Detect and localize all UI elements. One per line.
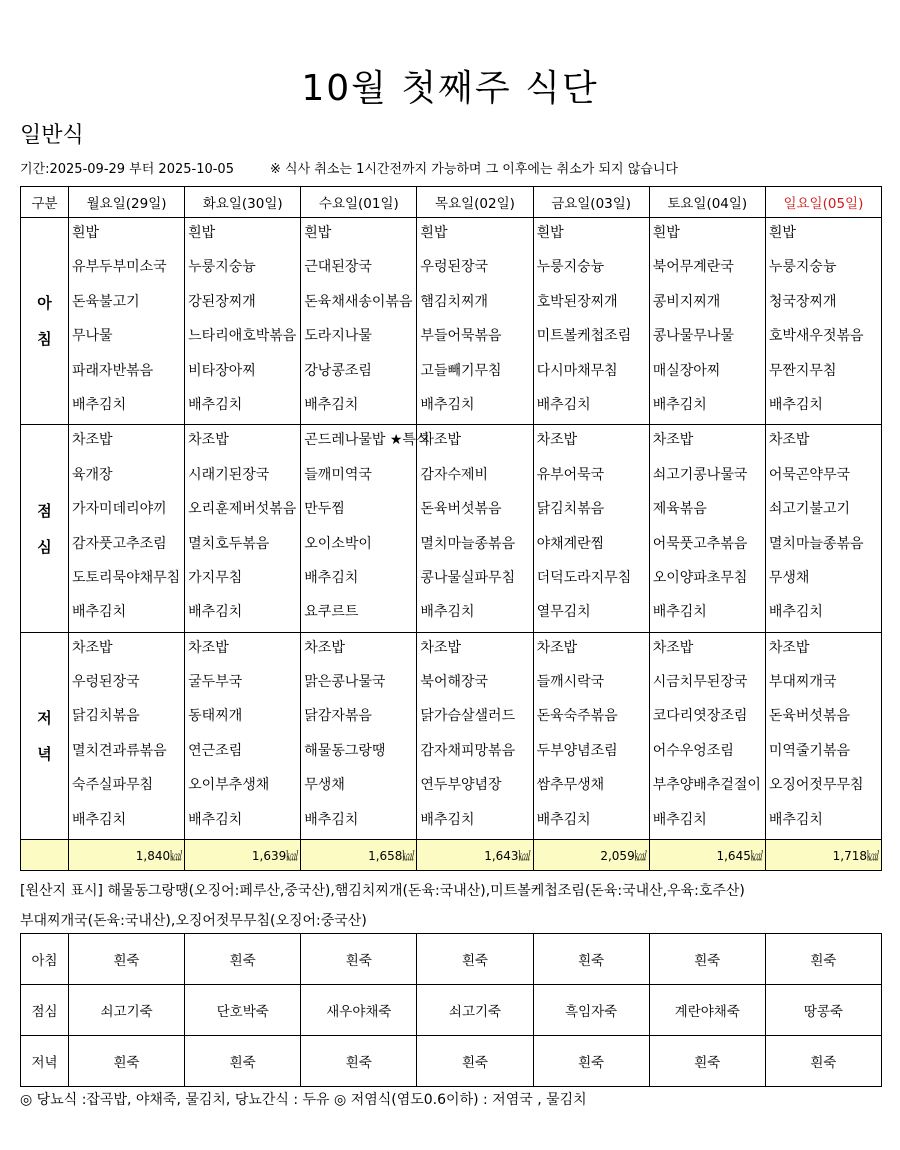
- menu-item: 햄김치찌개: [420, 293, 489, 310]
- menu-item: 요쿠르트: [304, 604, 359, 621]
- menu-item: 어수우엉조림: [652, 742, 734, 759]
- porridge-item: 흰죽: [765, 1036, 881, 1087]
- porridge-item: 흰죽: [533, 1036, 649, 1087]
- menu-item: 닭김치볶음: [72, 708, 140, 725]
- porridge-item: 흰죽: [649, 934, 765, 985]
- category-header: 구분: [21, 187, 69, 218]
- porridge-item: 흰죽: [69, 934, 185, 985]
- menu-item: 차조밥: [536, 639, 578, 656]
- menu-cell: [765, 632, 881, 839]
- menu-item: 열무김치: [536, 604, 591, 621]
- meal-row: [21, 632, 882, 839]
- menu-item: 유부어묵국: [536, 466, 605, 483]
- menu-item: 차조밥: [768, 432, 810, 449]
- calorie-value: 1,645㎉: [649, 840, 765, 871]
- menu-cell: [765, 425, 881, 632]
- menu-cell: [649, 632, 765, 839]
- menu-item: 흰밥: [72, 225, 100, 241]
- menu-item: 어묵곤약무국: [768, 466, 850, 483]
- day-header: 화요일(30일): [185, 187, 301, 218]
- menu-item: 배추김치: [420, 604, 475, 621]
- menu-item: 배추김치: [652, 604, 707, 621]
- meal-label-char: 점: [37, 501, 52, 520]
- menu-item: 감자풋고추조림: [72, 535, 167, 552]
- menu-item: 호박된장찌개: [536, 293, 618, 310]
- menu-item: 차조밥: [72, 639, 113, 656]
- menu-item: 호박새우젓볶음: [768, 328, 864, 345]
- menu-item: 차조밥: [420, 432, 461, 449]
- meal-label-char: 저: [37, 708, 52, 727]
- porridge-item: 흰죽: [301, 1036, 417, 1087]
- menu-item: 쌈추무생채: [536, 777, 605, 794]
- porridge-item: 단호박죽: [185, 985, 301, 1036]
- menu-item: 감자채피망볶음: [420, 742, 516, 759]
- menu-item: 연두부양념장: [420, 777, 502, 794]
- menu-item: 가지무침: [188, 569, 243, 586]
- porridge-meal-label: 점심: [21, 985, 69, 1036]
- menu-item: 오이양파초무침: [652, 569, 748, 586]
- porridge-row: [21, 1036, 882, 1087]
- menu-item: 미역줄기볶음: [768, 742, 850, 759]
- menu-cell: [533, 218, 649, 425]
- diet-type-label: 일반식: [20, 123, 84, 148]
- porridge-table: [20, 933, 882, 1087]
- day-header: 월요일(29일): [69, 187, 185, 218]
- menu-cell: [533, 632, 649, 839]
- menu-item: 누룽지숭늉: [536, 259, 605, 276]
- menu-item: 동태찌개: [188, 708, 243, 725]
- porridge-item: 땅콩죽: [765, 985, 881, 1036]
- porridge-item: 계란야채죽: [649, 985, 765, 1036]
- menu-item: 어묵풋고추볶음: [652, 535, 748, 552]
- menu-item: 콩나물실파무침: [420, 569, 516, 586]
- menu-item: 누룽지숭늉: [188, 259, 256, 276]
- meal-label: [21, 632, 69, 839]
- menu-item: 닭가슴살샐러드: [420, 708, 516, 725]
- cancel-notice: ※ 식사 취소는 1시간전까지 가능하며 그 이후에는 취소가 되지 않습니다: [269, 162, 678, 177]
- menu-item: 오이소박이: [304, 535, 372, 552]
- menu-item: 배추김치: [304, 396, 359, 413]
- menu-item: 무나물: [72, 328, 113, 345]
- menu-item: 흰밥: [536, 225, 564, 241]
- menu-cell: [649, 425, 765, 632]
- menu-item: 해물동그랑땡: [304, 742, 386, 759]
- menu-item: 차조밥: [304, 639, 345, 656]
- meal-row: [21, 425, 882, 632]
- menu-item: 콩비지찌개: [652, 293, 721, 310]
- menu-item: 도토리묵야채무침: [72, 569, 181, 586]
- menu-item: 돈육버섯볶음: [420, 501, 502, 518]
- menu-cell: [417, 425, 533, 632]
- menu-item: 무짠지무침: [768, 362, 837, 379]
- menu-item: 무생채: [304, 777, 345, 794]
- menu-item: 차조밥: [420, 639, 461, 656]
- menu-item: 굴두부국: [188, 674, 243, 691]
- period-line: [20, 158, 880, 177]
- calorie-value: 1,643㎉: [417, 840, 533, 871]
- menu-item: 돈육채새송이볶음: [304, 293, 413, 310]
- menu-item: 차조밥: [72, 432, 113, 449]
- menu-item: 차조밥: [652, 432, 694, 449]
- menu-item: 강된장찌개: [188, 293, 256, 310]
- menu-item: 배추김치: [72, 396, 127, 413]
- porridge-item: 흰죽: [69, 1036, 185, 1087]
- menu-item: 숙주실파무침: [72, 777, 154, 794]
- menu-cell: [301, 632, 417, 839]
- menu-item: 차조밥: [188, 432, 229, 449]
- porridge-item: 흰죽: [649, 1036, 765, 1087]
- menu-item: 비타장아찌: [188, 362, 256, 379]
- porridge-item: 흰죽: [301, 934, 417, 985]
- menu-item: 쇠고기불고기: [768, 501, 850, 518]
- menu-item: 파래자반볶음: [72, 362, 154, 379]
- menu-item: 들깨미역국: [304, 466, 372, 483]
- menu-item: 차조밥: [768, 639, 810, 656]
- menu-item: 배추김치: [420, 396, 475, 413]
- menu-item: 흰밥: [304, 225, 332, 241]
- calorie-value: 1,658㎉: [301, 840, 417, 871]
- menu-item: 쇠고기콩나물국: [652, 466, 748, 483]
- menu-item: 배추김치: [188, 396, 243, 413]
- day-header: 토요일(04일): [649, 187, 765, 218]
- porridge-item: 쇠고기죽: [69, 985, 185, 1036]
- menu-item: 부대찌개국: [768, 674, 837, 691]
- porridge-meal-label: 아침: [21, 934, 69, 985]
- menu-item: 배추김치: [420, 811, 475, 828]
- menu-item: 누룽지숭늉: [768, 259, 837, 276]
- menu-item: 야채계란찜: [536, 535, 605, 552]
- menu-item: 육개장: [72, 466, 113, 483]
- porridge-item: 쇠고기죽: [417, 985, 533, 1036]
- menu-item: 배추김치: [72, 604, 127, 621]
- menu-item: 맑은콩나물국: [304, 674, 386, 691]
- calorie-row: [21, 840, 882, 871]
- menu-item: 코다리엿장조림: [652, 708, 748, 725]
- menu-header-row: [21, 187, 882, 218]
- calorie-value: 2,059㎉: [533, 840, 649, 871]
- menu-item: 강낭콩조림: [304, 362, 372, 379]
- menu-item: 제육볶음: [652, 501, 707, 518]
- menu-cell: [649, 218, 765, 425]
- menu-item: 멸치견과류볶음: [72, 742, 167, 759]
- porridge-item: 흰죽: [533, 934, 649, 985]
- menu-cell: [417, 632, 533, 839]
- menu-item: 만두찜: [304, 501, 345, 518]
- meal-row: [21, 218, 882, 425]
- meal-label: [21, 218, 69, 425]
- origin-line: [원산지 표시] 해물동그랑땡(오징어:페루산,중국산),햄김치찌개(돈육:국내산),미트볼케첩조림(돈육:국내산,우육:호주산): [20, 883, 745, 899]
- menu-item: 배추김치: [652, 811, 707, 828]
- menu-item: 고들빼기무침: [420, 362, 502, 379]
- menu-cell: [185, 425, 301, 632]
- menu-item: 배추김치: [768, 396, 823, 413]
- porridge-item: 흑임자죽: [533, 985, 649, 1036]
- menu-item: 근대된장국: [304, 259, 372, 276]
- day-header: 수요일(01일): [301, 187, 417, 218]
- origin-line: 부대찌개국(돈육:국내산),오징어젓무무침(오징어:중국산): [20, 913, 367, 929]
- menu-item: 닭김치볶음: [536, 501, 605, 518]
- menu-item: 다시마채무침: [536, 362, 618, 379]
- menu-item: 차조밥: [652, 639, 694, 656]
- menu-item: 부추양배추겉절이: [652, 777, 761, 794]
- menu-item: 감자수제비: [420, 466, 489, 483]
- menu-item: 배추김치: [768, 811, 823, 828]
- meal-label-char: 심: [37, 537, 52, 556]
- menu-item: 시래기된장국: [188, 466, 270, 483]
- menu-item: 오징어젓무무침: [768, 777, 864, 794]
- menu-item: 흰밥: [420, 225, 448, 241]
- menu-item: 돈육불고기: [72, 293, 140, 310]
- menu-item: 곤드레나물밥 ★특식: [304, 432, 430, 449]
- period-text: 기간:2025-09-29 부터 2025-10-05: [20, 162, 234, 177]
- menu-cell: [765, 218, 881, 425]
- menu-item: 돈육숙주볶음: [536, 708, 618, 725]
- porridge-meal-label: 저녁: [21, 1036, 69, 1087]
- menu-item: 매실장아찌: [652, 362, 721, 379]
- origin-notice: [20, 876, 745, 936]
- menu-item: 느타리애호박볶음: [188, 328, 297, 345]
- menu-cell: [185, 218, 301, 425]
- menu-item: 닭감자볶음: [304, 708, 372, 725]
- meal-label: [21, 425, 69, 632]
- special-diet-note: ◎ 당뇨식 :잡곡밥, 야채죽, 물김치, 당뇨간식 : 두유 ◎ 저염식(염도0.6이하) : 저염국 , 물김치: [20, 1092, 587, 1108]
- menu-item: 청국장찌개: [768, 293, 837, 310]
- menu-item: 유부두부미소국: [72, 259, 167, 276]
- menu-item: 멸치호두볶음: [188, 535, 270, 552]
- menu-item: 미트볼케첩조림: [536, 328, 632, 345]
- weekly-menu-table: [20, 186, 882, 871]
- calorie-value: 1,840㎉: [69, 840, 185, 871]
- menu-item: 배추김치: [536, 396, 591, 413]
- menu-item: 배추김치: [72, 811, 127, 828]
- porridge-row: [21, 934, 882, 985]
- porridge-item: 흰죽: [185, 934, 301, 985]
- menu-item: 도라지나물: [304, 328, 372, 345]
- menu-item: 배추김치: [304, 811, 359, 828]
- menu-item: 배추김치: [768, 604, 823, 621]
- menu-cell: [69, 218, 185, 425]
- menu-cell: [185, 632, 301, 839]
- menu-item: 흰밥: [188, 225, 216, 241]
- menu-item: 부들어묵볶음: [420, 328, 502, 345]
- page-title: 10월 첫째주 식단: [301, 68, 599, 109]
- porridge-item: 흰죽: [185, 1036, 301, 1087]
- meal-label-char: 녁: [37, 744, 52, 763]
- menu-item: 콩나물무나물: [652, 328, 734, 345]
- menu-item: 시금치무된장국: [652, 674, 748, 691]
- menu-item: 오이부추생채: [188, 777, 270, 794]
- menu-item: 배추김치: [652, 396, 707, 413]
- menu-item: 연근조림: [188, 742, 243, 759]
- menu-item: 배추김치: [188, 604, 243, 621]
- menu-item: 멸치마늘종볶음: [420, 535, 516, 552]
- meal-label-char: 침: [37, 330, 52, 349]
- menu-cell: [301, 425, 430, 632]
- calorie-value: 1,718㎉: [765, 840, 881, 871]
- day-header-sunday: 일요일(05일): [765, 187, 881, 218]
- menu-item: 우렁된장국: [72, 674, 140, 691]
- menu-cell: [301, 218, 417, 425]
- menu-item: 배추김치: [536, 811, 591, 828]
- menu-cell: [69, 632, 185, 839]
- menu-cell: [69, 425, 185, 632]
- menu-item: 북어무계란국: [652, 259, 734, 276]
- menu-cell: [417, 218, 533, 425]
- calorie-label-cell: [21, 840, 69, 871]
- menu-cell: [533, 425, 649, 632]
- menu-item: 배추김치: [188, 811, 243, 828]
- menu-item: 흰밥: [768, 225, 796, 241]
- menu-item: 돈육버섯볶음: [768, 708, 850, 725]
- menu-item: 무생채: [768, 569, 810, 586]
- menu-item: 오리훈제버섯볶음: [188, 501, 297, 518]
- menu-item: 우렁된장국: [420, 259, 489, 276]
- menu-item: 멸치마늘종볶음: [768, 535, 864, 552]
- day-header: 목요일(02일): [417, 187, 533, 218]
- meal-label-char: 아: [37, 294, 52, 313]
- menu-item: 북어해장국: [420, 674, 489, 691]
- porridge-row: [21, 985, 882, 1036]
- calorie-value: 1,639㎉: [185, 840, 301, 871]
- menu-item: 차조밥: [188, 639, 229, 656]
- day-header: 금요일(03일): [533, 187, 649, 218]
- porridge-item: 흰죽: [417, 1036, 533, 1087]
- porridge-item: 새우야채죽: [301, 985, 417, 1036]
- menu-item: 가자미데리야끼: [72, 501, 167, 518]
- menu-item: 들깨시락국: [536, 674, 605, 691]
- porridge-item: 흰죽: [417, 934, 533, 985]
- menu-item: 차조밥: [536, 432, 578, 449]
- menu-item: 더덕도라지무침: [536, 569, 632, 586]
- menu-item: 두부양념조림: [536, 742, 618, 759]
- porridge-item: 흰죽: [765, 934, 881, 985]
- menu-item: 배추김치: [304, 569, 359, 586]
- menu-item: 흰밥: [652, 225, 680, 241]
